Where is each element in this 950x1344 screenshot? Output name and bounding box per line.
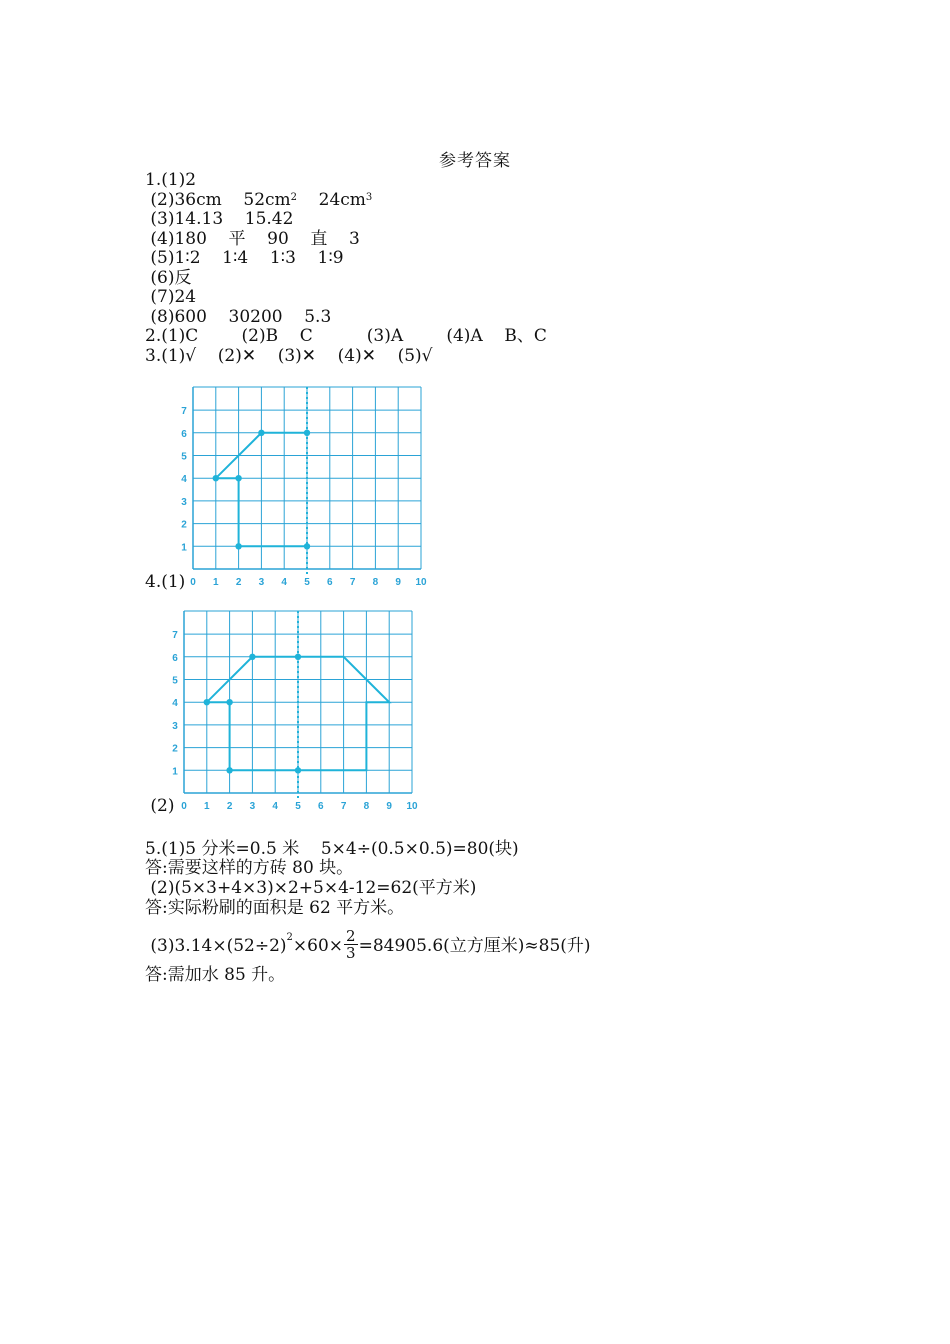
- shape-point: [295, 767, 301, 773]
- shape-point: [249, 654, 255, 660]
- y-tick-label: 3: [181, 496, 187, 508]
- x-tick-label: 1: [204, 801, 210, 812]
- y-tick-label: 1: [181, 542, 187, 554]
- shape-point: [226, 767, 232, 773]
- fraction: $\frac{2}{3}$: [346, 927, 356, 962]
- shape-point: [235, 475, 241, 481]
- x-tick-label: 10: [415, 577, 427, 588]
- page-title: 参考答案: [439, 151, 511, 171]
- y-tick-label: 6: [172, 652, 178, 664]
- graph-4-1: [175, 385, 427, 588]
- y-tick-label: 6: [181, 428, 187, 440]
- x-tick-label: 3: [258, 577, 265, 588]
- shape-point: [295, 654, 301, 660]
- shape-point: [304, 543, 310, 549]
- y-tick-label: 3: [172, 720, 178, 732]
- answer-1-4: (4)180 平 90 直 3: [145, 229, 360, 249]
- answer-1-1: 1.(1)2: [145, 170, 197, 190]
- y-tick-label: 7: [181, 406, 187, 418]
- answer-2: 2.(1)C (2)B C (3)A (4)A B、C: [145, 326, 547, 346]
- answer-1-3: (3)14.13 15.42: [145, 209, 294, 229]
- x-tick-label: 3: [249, 801, 256, 812]
- answer-1-7: (7)24: [145, 287, 197, 307]
- y-tick-label: 4: [172, 698, 178, 710]
- shape-point: [204, 699, 210, 705]
- x-tick-label: 5: [304, 577, 310, 588]
- x-tick-label: 6: [318, 801, 324, 812]
- x-tick-label: 10: [406, 801, 418, 812]
- x-tick-label: 7: [340, 801, 347, 812]
- x-tick-label: 2: [235, 577, 242, 588]
- y-tick-label: 2: [172, 743, 178, 755]
- shape-point: [226, 699, 232, 705]
- shape-point: [213, 475, 219, 481]
- answer-4-2-label: (2): [145, 796, 175, 816]
- answer-1-8: (8)600 30200 5.3: [145, 307, 332, 327]
- shape-point: [235, 543, 241, 549]
- answer-1-2: (2)36cm $52cm^2$ $24cm^3$: [145, 190, 373, 210]
- y-tick-label: 5: [172, 675, 178, 687]
- x-tick-label: 0: [190, 577, 196, 588]
- x-tick-label: 0: [181, 801, 187, 812]
- shape-point: [304, 430, 310, 436]
- answer-3: 3.(1)√ (2)✕ (3)✕ (4)✕ (5)√: [145, 346, 433, 366]
- answer-5-3-reply: 答:需加水 85 升。: [145, 965, 286, 985]
- shape-point: [258, 430, 264, 436]
- x-tick-label: 4: [281, 577, 287, 588]
- answer-5-2-reply: 答:实际粉刷的面积是 62 平方米。: [145, 898, 405, 918]
- x-tick-label: 8: [372, 577, 379, 588]
- x-tick-label: 7: [349, 577, 356, 588]
- answer-5-2: (2)(5×3+4×3)×2+5×4-12=62(平方米): [145, 878, 477, 898]
- y-tick-label: 7: [172, 630, 178, 642]
- x-tick-label: 6: [327, 577, 333, 588]
- x-tick-label: 2: [226, 801, 233, 812]
- graph-4-2: [166, 609, 418, 812]
- answer-4-1-label: 4.(1): [145, 572, 186, 592]
- answer-5-1: 5.(1)5 分米=0.5 米 5×4÷(0.5×0.5)=80(块): [145, 839, 519, 859]
- answer-5-3: $(3)3.14\times(52\div 2)^2\times 60\times$ $\frac{2}{3}$ =84905.6(立方厘米)≈85(升): [145, 927, 591, 962]
- y-tick-label: 2: [181, 519, 187, 531]
- x-tick-label: 4: [272, 801, 278, 812]
- x-tick-label: 1: [213, 577, 219, 588]
- x-tick-label: 8: [363, 801, 370, 812]
- answer-1-5: (5)1∶2 1∶4 1∶3 1∶9: [145, 248, 344, 268]
- y-tick-label: 5: [181, 451, 187, 463]
- x-tick-label: 5: [295, 801, 301, 812]
- x-tick-label: 9: [386, 801, 392, 812]
- answer-1-6: (6)反: [145, 268, 192, 288]
- y-tick-label: 4: [181, 474, 187, 486]
- answer-5-1-reply: 答:需要这样的方砖 80 块。: [145, 858, 354, 878]
- y-tick-label: 1: [172, 766, 178, 778]
- x-tick-label: 9: [395, 577, 401, 588]
